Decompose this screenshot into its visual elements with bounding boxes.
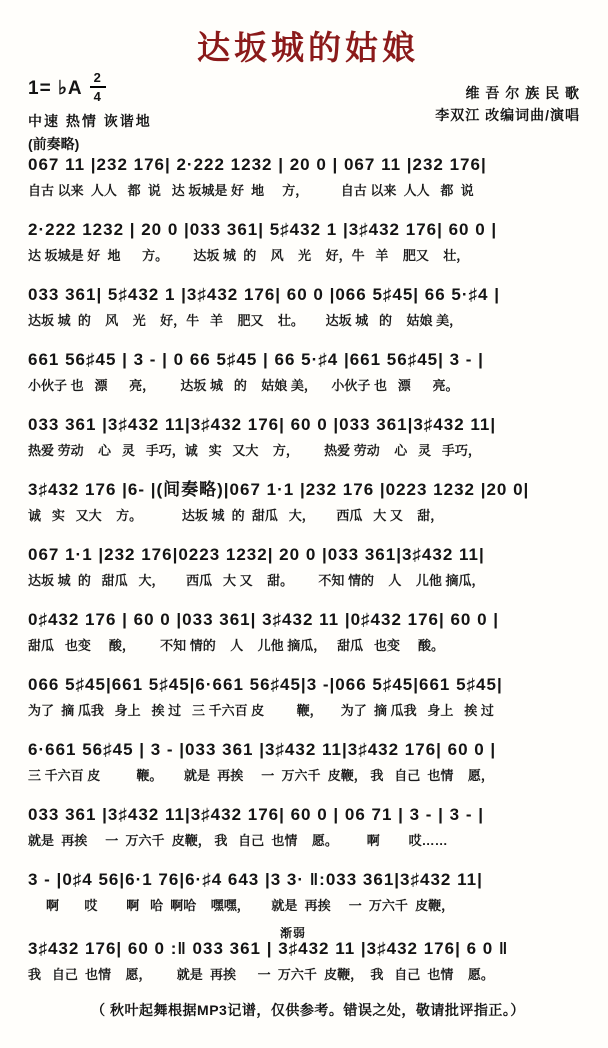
notation-row: 067 11 |232 176| 2·222 1232 | 20 0 | 067 11 |232 176| bbox=[28, 155, 487, 174]
notation-row: 3 - |0♯4 56|6·1 76|6·♯4 643 |3 3· ‖:033 361|3♯432 11| bbox=[28, 870, 483, 889]
credit-line: 李双江 改编词曲/演唱 bbox=[435, 106, 580, 123]
prelude-note: (前奏略) bbox=[28, 136, 80, 152]
lyrics-row: 啊 哎 啊 哈 啊哈 嘿嘿， 就是 再挨 一 万六千 皮鞭， bbox=[28, 898, 455, 914]
score-line-2 bbox=[28, 212, 588, 277]
lyrics-row: 我 自己 也情 愿， 就是 再挨 一 万六千 皮鞭， 我 自己 也情 愿。 bbox=[28, 967, 494, 983]
score-line-11 bbox=[28, 797, 588, 862]
notation-row: 661 56♯45 | 3 - | 0 66 5♯45 | 66 5·♯4 |661 56♯45| 3 - | bbox=[28, 350, 484, 369]
time-signature-numerator: 2 bbox=[90, 71, 106, 88]
song-title: 达坂城的姑娘 bbox=[197, 29, 419, 66]
notation-row: 2·222 1232 | 20 0 |033 361| 5♯432 1 |3♯432 176| 60 0 | bbox=[28, 220, 498, 239]
notation-row: 3♯432 176| 60 0 :‖ 033 361 | 3♯432 11 |3♯432 176| 6 0 ‖ bbox=[28, 939, 509, 958]
lyrics-row: 就是 再挨 一 万六千 皮鞭， 我 自己 也情 愿。 啊 哎…… bbox=[28, 833, 448, 849]
score-line-3 bbox=[28, 277, 588, 342]
notation-row: 033 361 |3♯432 11|3♯432 176| 60 0 |033 361|3♯432 11| bbox=[28, 415, 497, 434]
lyrics-row: 自古 以来 人人 都 说 达 坂城是 好 地 方， 自古 以来 人人 都 说 bbox=[28, 183, 474, 199]
score-header bbox=[28, 70, 588, 152]
lyrics-row: 为了 摘 瓜我 身上 挨 过 三 千六百 皮 鞭， 为了 摘 瓜我 身上 挨 过 bbox=[28, 703, 494, 719]
notation-row: 3♯432 176 |6- |(间奏略)|067 1·1 |232 176 |0223 1232 |20 0| bbox=[28, 480, 530, 499]
notation-row: 033 361 |3♯432 11|3♯432 176| 60 0 | 06 71 | 3 - | 3 - | bbox=[28, 805, 484, 824]
notation-row: 067 1·1 |232 176|0223 1232| 20 0 |033 361|3♯432 11| bbox=[28, 545, 485, 564]
time-signature bbox=[90, 71, 106, 103]
notation-row: 0♯432 176 | 60 0 |033 361| 3♯432 11 |0♯432 176| 60 0 | bbox=[28, 610, 500, 629]
time-signature-denominator: 4 bbox=[93, 89, 102, 104]
lyrics-row: 小伙子 也 漂 亮， 达坂 城 的 姑娘 美， 小伙子 也 漂 亮。 bbox=[28, 378, 459, 394]
credits-block bbox=[435, 83, 580, 126]
score-line-13 bbox=[28, 927, 588, 992]
notation-row: 033 361| 5♯432 1 |3♯432 176| 60 0 |066 5♯45| 66 5·♯4 | bbox=[28, 285, 500, 304]
notation-row: 066 5♯45|661 5♯45|6·661 56♯45|3 -|066 5♯45|661 5♯45| bbox=[28, 675, 503, 694]
score-line-8 bbox=[28, 602, 588, 667]
lyrics-row: 达坂 城 的 风 光 好，牛 羊 肥又 壮。 达坂 城 的 姑娘 美， bbox=[28, 313, 463, 329]
score-line-6 bbox=[28, 472, 588, 537]
lyrics-row: 甜瓜 也变 酸， 不知 情的 人 儿他 摘瓜， 甜瓜 也变 酸。 bbox=[28, 638, 445, 654]
footer-note: （ 秋叶起舞根据MP3记谱，仅供参考。错误之处，敬请批评指正。） bbox=[91, 1002, 525, 1018]
score-line-10 bbox=[28, 732, 588, 797]
score-line-4 bbox=[28, 342, 588, 407]
dynamics-marking: 渐弱 bbox=[280, 927, 307, 940]
score-line-5 bbox=[28, 407, 588, 472]
score-body bbox=[28, 147, 588, 992]
notation-row: 6·661 56♯45 | 3 - |033 361 |3♯432 11|3♯432 176| 60 0 | bbox=[28, 740, 497, 759]
lyrics-row: 达 坂城是 好 地 方。 达坂 城 的 风 光 好，牛 羊 肥又 壮， bbox=[28, 248, 470, 264]
score-line-7 bbox=[28, 537, 588, 602]
score-line-1 bbox=[28, 147, 588, 212]
tempo-marking: 中速 热情 诙谐地 bbox=[28, 113, 152, 129]
lyrics-row: 三 千六百 皮 鞭。 就是 再挨 一 万六千 皮鞭， 我 自己 也情 愿， bbox=[28, 768, 494, 784]
lyrics-row: 热爱 劳动 心 灵 手巧，诚 实 又大 方， 热爱 劳动 心 灵 手巧， bbox=[28, 443, 481, 459]
lyrics-row: 达坂 城 的 甜瓜 大， 西瓜 大 又 甜。 不知 情的 人 儿他 摘瓜， bbox=[28, 573, 485, 589]
score-line-9 bbox=[28, 667, 588, 732]
score-line-12 bbox=[28, 862, 588, 927]
song-origin: 维 吾 尔 族 民 歌 bbox=[465, 85, 580, 101]
lyrics-row: 诚 实 又大 方。 达坂 城 的 甜瓜 大， 西瓜 大 又 甜， bbox=[28, 508, 444, 524]
key-label: 1= ♭A bbox=[28, 78, 83, 100]
